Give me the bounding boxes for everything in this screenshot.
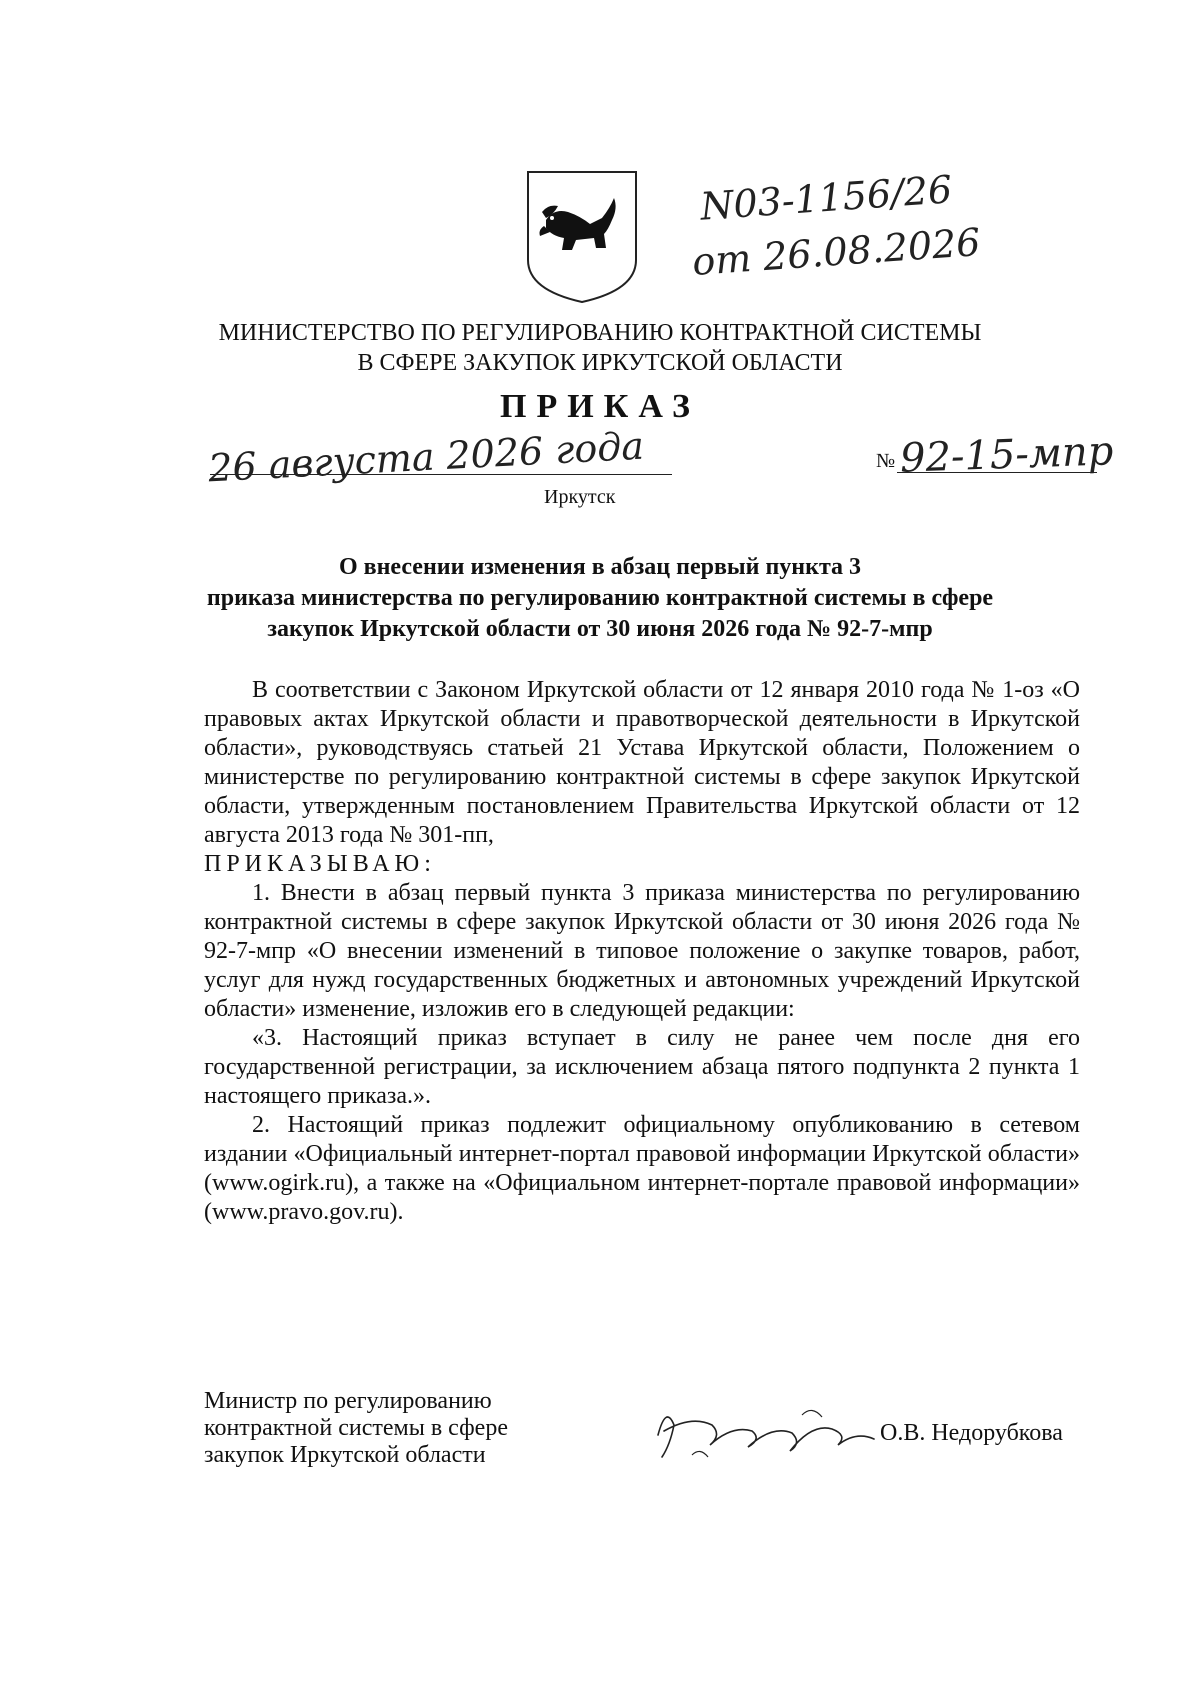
order-subject xyxy=(140,552,1060,645)
number-underline xyxy=(897,472,1097,473)
subject-line-1: О внесении изменения в абзац первый пункта 3 xyxy=(338,554,862,580)
subject-line-2: приказа министерства по регулированию контрактной системы в сфере xyxy=(206,585,994,611)
order-city: Иркутск xyxy=(544,486,616,508)
order-word: ПРИКАЗЫВАЮ: xyxy=(204,851,436,877)
order-number: 92-15-мпр xyxy=(899,428,1115,482)
registration-number: N03-1156/26 xyxy=(698,167,954,229)
ministry-name xyxy=(0,318,1200,378)
subject-line-3: закупок Иркутской области от 30 июня 2026 года № 92-7-мпр xyxy=(267,616,933,642)
order-date: 26 августа 2026 года xyxy=(207,423,645,491)
ministry-line-1: МИНИСТЕРСТВО ПО РЕГУЛИРОВАНИЮ КОНТРАКТНОЙ СИСТЕМЫ xyxy=(218,320,982,346)
handwritten-signature xyxy=(652,1395,882,1465)
date-underline xyxy=(210,474,672,475)
signatory-position xyxy=(204,1388,508,1469)
item-2-paragraph: 2. Настоящий приказ подлежит официальному опубликованию в сетевом издании «Официальный интернет-портал правовой информации Иркутской области» (www.ogirk.ru), а также на «Официальном интернет-портале правовой информации» (www.pravo.gov.ru). xyxy=(204,1112,1080,1225)
quoted-text-paragraph: «3. Настоящий приказ вступает в силу не ранее чем после дня его государственной регистрации, за исключением абзаца пятого подпункта 2 пункта 1 настоящего приказа.». xyxy=(204,1025,1080,1109)
signatory-name: О.В. Недорубкова xyxy=(880,1420,1063,1446)
order-body xyxy=(204,676,1080,1227)
preamble-paragraph: В соответствии с Законом Иркутской области от 12 января 2010 года № 1-оз «О правовых актах Иркутской области и правотворческой деятельности в Иркутской области», руководствуясь статьей 21 Устава Иркутской области, Положением о министерстве по регулированию контрактной системы в сфере закупок Иркутской области, утвержденным постановлением Правительства Иркутской области от 12 августа 2013 года № 301-пп, xyxy=(204,677,1080,848)
position-line-2: контрактной системы в сфере xyxy=(204,1415,508,1441)
ministry-line-2: В СФЕРЕ ЗАКУПОК ИРКУТСКОЙ ОБЛАСТИ xyxy=(357,350,843,376)
number-sign: № xyxy=(876,450,896,472)
position-line-1: Министр по регулированию xyxy=(204,1388,492,1414)
coat-of-arms-icon xyxy=(524,168,640,306)
position-line-3: закупок Иркутской области xyxy=(204,1442,486,1468)
registration-date: от 26.08.2026 xyxy=(690,219,982,285)
item-1-paragraph: 1. Внести в абзац первый пункта 3 приказа министерства по регулированию контрактной системы в сфере закупок Иркутской области от 30 июня 2026 года № 92-7-мпр «О внесении изменений в типовое положение о закупке товаров, работ, услуг для нужд государственных бюджетных и автономных учреждений Иркутской области» изменение, изложив его в следующей редакции: xyxy=(204,880,1080,1022)
order-title: ПРИКАЗ xyxy=(500,388,700,425)
